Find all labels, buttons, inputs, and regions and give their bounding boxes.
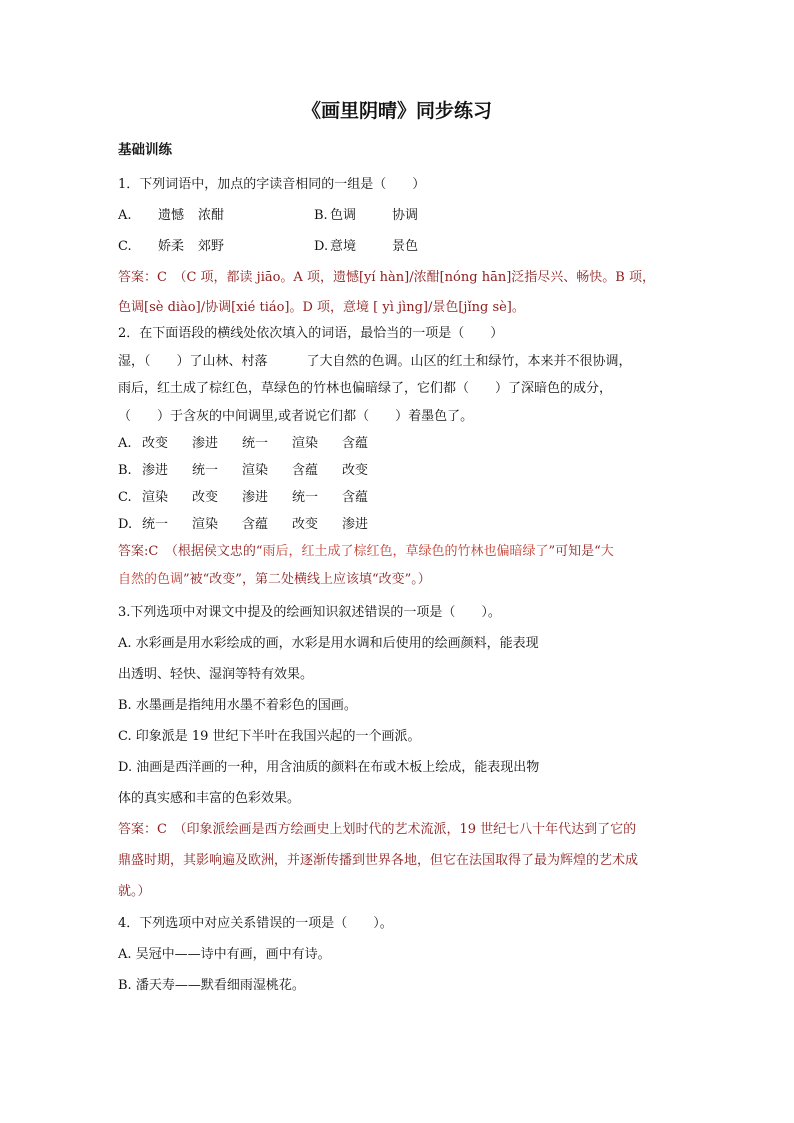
option-word: 渲染 xyxy=(142,490,169,505)
q2-passage-line: 湿，（ ）了山林、村落 了大自然的色调。山区的红土和绿竹，本来并不很协调， xyxy=(118,354,632,369)
section-heading: 基础训练 xyxy=(118,142,172,158)
answer-quote: 雨后，红土成了棕红色，草绿色的竹林也偏暗绿了 xyxy=(262,544,549,559)
q3-stem: 3.下列选项中对课文中提及的绘画知识叙述错误的一项是（ ）。 xyxy=(118,605,501,620)
q1-answer-cont: 色调[sè diào]/协调[xié tiáo]。D 项，意境 [ yì jìng]/景色[jǐng sè]。 xyxy=(118,300,525,315)
option-word: 统一 xyxy=(292,490,319,505)
q4-option-b: B. 潘天寿——默看细雨湿桃花。 xyxy=(118,978,305,993)
option-word: 改变 xyxy=(192,490,219,505)
option-word: 渲染 xyxy=(292,436,319,451)
answer-text: 答案:C （根据侯文忠的“ xyxy=(118,544,263,559)
option-word: 渗进 xyxy=(192,436,219,451)
option-word: 渗进 xyxy=(242,490,269,505)
q1-stem: 1．下列词语中，加点的字读音相同的一组是（ ） xyxy=(118,177,426,192)
page-title: 《画里阴晴》同步练习 xyxy=(301,100,492,122)
option-word: 统一 xyxy=(142,517,169,532)
option-label: D. xyxy=(118,517,133,532)
option-word: 含蕴 xyxy=(242,517,269,532)
option-label: C. xyxy=(118,239,132,254)
answer-text: ”可知是“ xyxy=(548,544,601,559)
q2-passage-line: 雨后，红土成了棕红色，草绿色的竹林也偏暗绿了，它们都（ ）了深暗色的成分， xyxy=(118,381,613,396)
q1-option-d xyxy=(314,237,418,257)
q1-option-c xyxy=(118,237,224,257)
option-word: 改变 xyxy=(342,463,369,478)
option-word: 含蕴 xyxy=(342,436,369,451)
q1-option-a xyxy=(118,206,224,226)
q2-answer xyxy=(118,542,614,562)
option-word: 浓酣 xyxy=(198,208,225,223)
option-label: B. xyxy=(314,208,328,223)
q2-passage-line: （ ）于含灰的中间调里,或者说它们都（ ）着墨色了。 xyxy=(118,409,474,424)
q3-option-d: D. 油画是西洋画的一种，用含油质的颜料在布或木板上绘成，能表现出物 xyxy=(118,760,540,775)
answer-text: ”被“改变”，第二处横线上应该填“改变”。） xyxy=(183,572,431,587)
q2-option-b xyxy=(118,461,392,481)
option-word: 渲染 xyxy=(242,463,269,478)
option-word: 含蕴 xyxy=(292,463,319,478)
q3-answer-cont: 鼎盛时期，其影响遍及欧洲，并逐渐传播到世界各地，但它在法国取得了最为辉煌的艺术成 xyxy=(118,853,639,868)
q1-answer: 答案：C （C 项，都读 jiāo。A 项，遗憾[yí hàn]/浓酣[nóng hān]泛指尽兴、畅快。B 项， xyxy=(118,270,655,285)
option-word: 景色 xyxy=(392,239,419,254)
q2-option-a xyxy=(118,434,392,454)
option-word: 遗憾 xyxy=(158,208,185,223)
q3-option-d-cont: 体的真实感和丰富的色彩效果。 xyxy=(118,791,301,806)
q3-option-a-cont: 出透明、轻快、湿润等特有效果。 xyxy=(118,667,314,682)
option-label: D. xyxy=(314,239,329,254)
q3-answer-cont: 就。） xyxy=(118,884,151,899)
option-word: 含蕴 xyxy=(342,490,369,505)
q4-option-a: A. 吴冠中——诗中有画，画中有诗。 xyxy=(118,947,331,962)
q3-answer: 答案：C （印象派绘画是西方绘画史上划时代的艺术流派，19 世纪七八十年代达到了它的 xyxy=(118,822,637,837)
answer-quote: 自然的色调 xyxy=(118,572,184,587)
q2-stem: 2．在下面语段的横线处依次填入的词语，最恰当的一项是（ ） xyxy=(118,326,504,341)
option-word: 郊野 xyxy=(198,239,225,254)
option-label: B. xyxy=(118,463,132,478)
q1-option-b xyxy=(314,206,418,226)
option-word: 娇柔 xyxy=(158,239,185,254)
option-word: 渲染 xyxy=(192,517,219,532)
q3-option-c: C. 印象派是 19 世纪下半叶在我国兴起的一个画派。 xyxy=(118,729,421,744)
option-label: A. xyxy=(118,208,132,223)
option-word: 渗进 xyxy=(342,517,369,532)
q2-option-d xyxy=(118,515,392,535)
q3-option-b: B. 水墨画是指纯用水墨不着彩色的国画。 xyxy=(118,698,357,713)
option-word: 色调 xyxy=(330,208,357,223)
option-label: C. xyxy=(118,490,132,505)
option-word: 意境 xyxy=(330,239,357,254)
option-word: 改变 xyxy=(142,436,169,451)
option-label: A. xyxy=(118,436,132,451)
option-word: 统一 xyxy=(192,463,219,478)
option-word: 改变 xyxy=(292,517,319,532)
q4-stem: 4．下列选项中对应关系错误的一项是（ ）。 xyxy=(118,916,393,931)
answer-quote: 大 xyxy=(600,544,614,559)
q2-option-c xyxy=(118,488,392,508)
q3-option-a: A. 水彩画是用水彩绘成的画，水彩是用水调和后使用的绘画颜料，能表现 xyxy=(118,636,539,651)
option-word: 渗进 xyxy=(142,463,169,478)
option-word: 协调 xyxy=(392,208,419,223)
q2-answer-cont xyxy=(118,570,431,590)
option-word: 统一 xyxy=(242,436,269,451)
